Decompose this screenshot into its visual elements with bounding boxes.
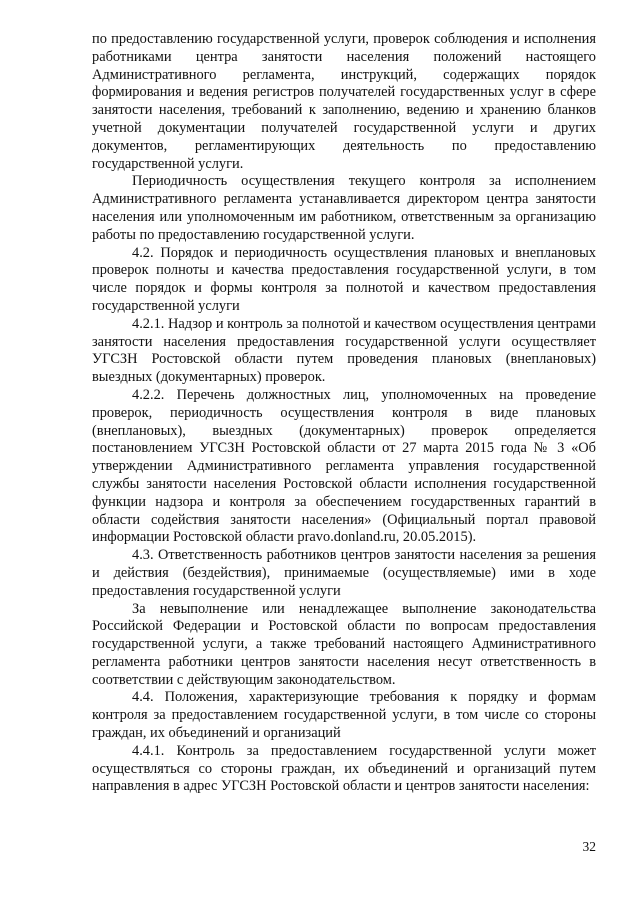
paragraph-4-2-2: 4.2.2. Перечень должностных лиц, уполномоченных на проведение проверок, периодичность осуществления контроля в виде плановых (внеплановых), выездных (документарных) проверок определяется постановлением УГСЗН Ростовской области от 27 марта 2015 года № 3 «Об утверждении Административного регламента управления государственной службы занятости населения Ростовской области исполнения государственной функции надзора и контроля за обеспечением государственных гарантий в области содействия занятости населения» (Официальный портал правовой информации Ростовской области pravo.donland.ru, 20.05.2015). [92,386,596,546]
paragraph-control-periodicity: Периодичность осуществления текущего контроля за исполнением Административного регламента устанавливается директором центра занятости населения или уполномоченным им работником, ответственным за организацию работы по предоставлению государственной услуги. [92,173,596,243]
section-heading-4-2: 4.2. Порядок и периодичность осуществления плановых и внеплановых проверок полноты и качества предоставления государственной услуги, в том числе порядок и формы контроля за полнотой и качеством предоставления государственной услуги [92,244,596,314]
paragraph-4-4-1: 4.4.1. Контроль за предоставлением государственной услуги может осуществляться со стороны граждан, их объединений и организаций путем направления в адрес УГСЗН Ростовской области и центров занятости населения: [92,742,596,795]
body-text [92,31,596,796]
page-number: 32 [582,839,596,854]
section-heading-4-4: 4.4. Положения, характеризующие требования к порядку и формам контроля за предоставлением государственной услуги, в том числе со стороны граждан, их объединений и организаций [92,689,596,742]
paragraph-continuation: по предоставлению государственной услуги, проверок соблюдения и исполнения работниками центра занятости населения положений настоящего Административного регламента, инструкций, содержащих порядок формирования и ведения регистров получателей государственных услуг в сфере занятости населения, требований к заполнению, ведению и хранению бланков учетной документации получателей государственной услуги и других документов, регламентирующих деятельность по предоставлению государственной услуги. [92,31,596,172]
section-heading-4-3: 4.3. Ответственность работников центров занятости населения за решения и действия (бездействия), принимаемые (осуществляемые) ими в ходе предоставления государственной услуги [92,547,596,599]
paragraph-4-2-1: 4.2.1. Надзор и контроль за полнотой и качеством осуществления центрами занятости населения предоставления государственной услуги осуществляет УГСЗН Ростовской области путем проведения плановых (внеплановых) выездных (документарных) проверок. [92,315,596,386]
paragraph-responsibility: За невыполнение или ненадлежащее выполнение законодательства Российской Федерации и Ростовской области по вопросам предоставления государственной услуги, а также требований настоящего Административного регламента работники центров занятости населения несут ответственность в соответствии с действующим законодательством. [92,600,596,688]
